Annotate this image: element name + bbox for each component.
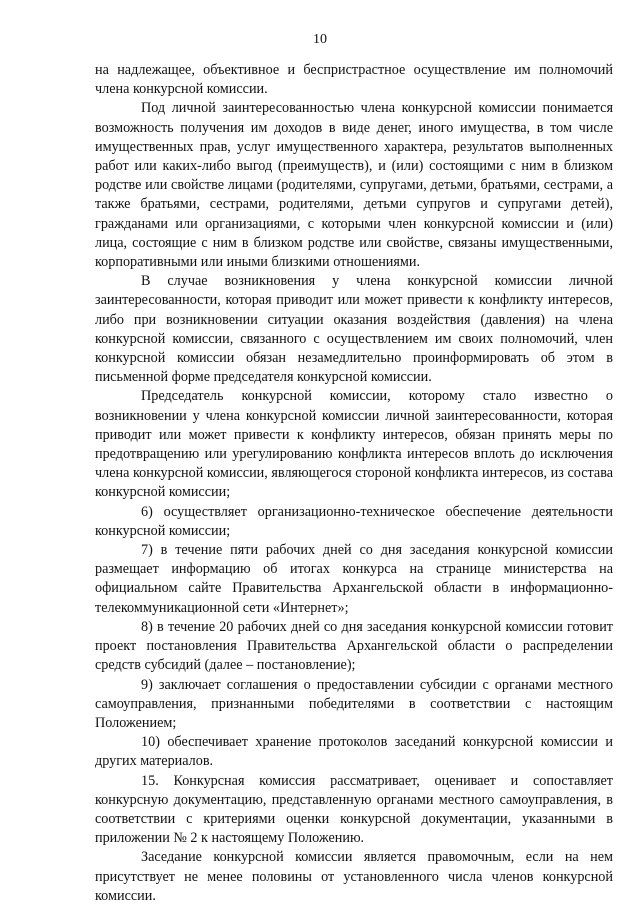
list-item-10: 10) обеспечивает хранение протоколов заседаний конкурсной комиссии и других материалов. xyxy=(95,734,613,770)
paragraph-chairman-measures: Председатель конкурсной комиссии, которому стало известно о возникновении у члена конкурсной комиссии личной заинтересованности, которая приводит или может привести к конфликту интересов, обязан принять меры по предотвращению или урегулированию конфликта интересов вплоть до исключения члена конкурсной комиссии, являющегося стороной конфликта интересов, из состава конкурсной комиссии; xyxy=(95,388,613,501)
paragraph-conflict-notification: В случае возникновения у члена конкурсной комиссии личной заинтересованности, которая приводит или может привести к конфликту интересов, либо при возникновении ситуации оказания воздействия (давления) на члена конкурсной комиссии, связанного с осуществлением им своих полномочий, член конкурсной комиссии обязан незамедлительно проинформировать об этом в письменной форме председателя конкурсной комиссии. xyxy=(95,273,613,386)
list-item-7: 7) в течение пяти рабочих дней со дня заседания конкурсной комиссии размещает информацию об итогах конкурса на странице министерства на официальном сайте Правительства Архангельской области в информационно-телекоммуникационной сети «Интернет»; xyxy=(95,542,613,616)
list-item-6: 6) осуществляет организационно-техническое обеспечение деятельности конкурсной комиссии; xyxy=(95,503,613,539)
page-number: 10 xyxy=(313,32,327,47)
paragraph-15: 15. Конкурсная комиссия рассматривает, оценивает и сопоставляет конкурсную документацию, представленную органами местного самоуправления, в соответствии с критериями оценки конкурсной документации, указанными в приложении № 2 к настоящему Положению. xyxy=(95,772,613,847)
list-item-9: 9) заключает соглашения о предоставлении субсидии с органами местного самоуправления, признанными победителями в соответствии с настоящим Положением; xyxy=(95,676,613,731)
list-item-8: 8) в течение 20 рабочих дней со дня заседания конкурсной комиссии готовит проект постановления Правительства Архангельской области о распределении средств субсидий (далее – постановление); xyxy=(95,618,613,674)
document-body xyxy=(95,61,613,906)
paragraph-continuation: на надлежащее, объективное и беспристрастное осуществление им полномочий члена конкурсной комиссии. xyxy=(95,62,613,98)
paragraph-quorum: Заседание конкурсной комиссии является правомочным, если на нем присутствует не менее половины от установленного числа членов конкурсной комиссии. xyxy=(95,849,613,904)
paragraph-personal-interest-definition: Под личной заинтересованностью члена конкурсной комиссии понимается возможность получения им доходов в виде денег, иного имущества, в том числе имущественных прав, услуг имущественного характера, результатов выполненных работ или каких-либо выгод (преимуществ), и (или) состоящими с ним в близком родстве или свойстве лицами (родителями, супругами, детьми, братьями, сестрами, а также братьями, сестрами, родителями, детьми супругов и супругами детей), гражданами или организациями, с которыми член конкурсной комиссии и (или) лица, состоящие с ним в близком родстве или свойстве, связаны имущественными, корпоративными или иными близкими отношениями. xyxy=(95,100,613,271)
